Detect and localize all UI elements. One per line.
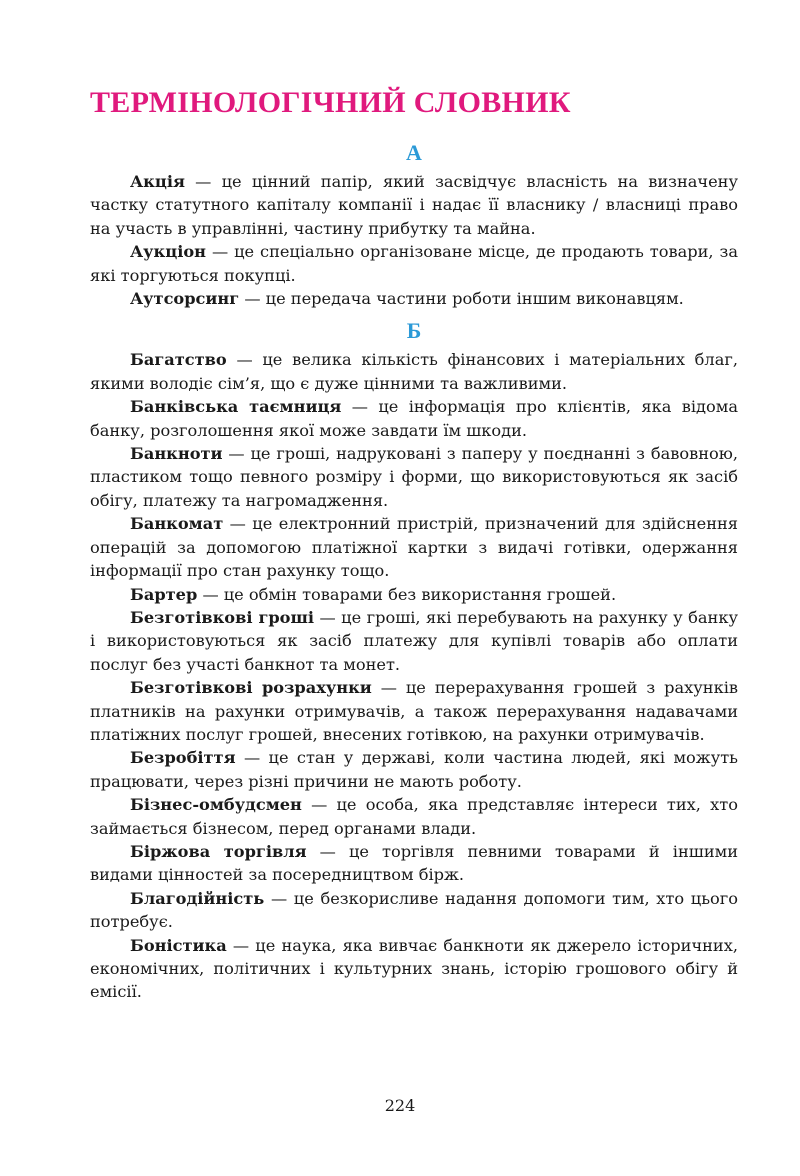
glossary-term: Благодійність bbox=[130, 888, 265, 908]
glossary bbox=[90, 138, 738, 1004]
glossary-definition: — це цінний папір, який засвідчує власність на визначену частку статутного капіталу компанії і надає її власнику / власниці право на участь в управлінні, частину прибутку та майна. bbox=[90, 172, 738, 238]
glossary-definition: — це передача частини роботи іншим виконавцям. bbox=[239, 289, 684, 309]
glossary-entry bbox=[90, 395, 738, 442]
glossary-definition: — це спеціально організоване місце, де продають товари, за які торгуються покупці. bbox=[90, 242, 738, 285]
page-title: ТЕРМІНОЛОГІЧНИЙ СЛОВНИК bbox=[90, 86, 571, 119]
glossary-term: Банкомат bbox=[130, 514, 224, 534]
glossary-entry bbox=[90, 676, 738, 746]
glossary-entry bbox=[90, 606, 738, 676]
glossary-term: Бартер bbox=[130, 584, 198, 604]
glossary-definition: — це електронний пристрій, призначений для здійснення операцій за допомогою платіжної картки з видачі готівки, одержання інформації про стан рахунку тощо. bbox=[90, 514, 738, 581]
page-number: 224 bbox=[384, 1096, 416, 1115]
glossary-definition: — це велика кількість фінансових і матеріальних благ, якими володіє сім’я, що є дуже цінними та важливими. bbox=[90, 350, 738, 393]
glossary-term: Бізнес-омбудсмен bbox=[130, 795, 302, 815]
glossary-entry bbox=[90, 170, 738, 240]
glossary-entry bbox=[90, 934, 738, 1004]
glossary-definition: — це обмін товарами без використання грошей. bbox=[197, 584, 617, 604]
glossary-term: Безготівкові гроші bbox=[130, 607, 315, 627]
glossary-term: Багатство bbox=[130, 350, 227, 370]
glossary-definition: — це торгівля певними товарами й іншими видами цінностей за посередництвом бірж. bbox=[90, 841, 738, 885]
glossary-definition: — це стан у державі, коли частина людей, які можуть працювати, через різні причини не мають роботу. bbox=[90, 748, 738, 791]
glossary-term: Банківська таємниця bbox=[130, 397, 342, 417]
glossary-definition: — це гроші, які перебувають на рахунку у банку і використовуються як засіб платежу для купівлі товарів або оплати послуг без участі банкнот та монет. bbox=[90, 607, 738, 674]
glossary-entry bbox=[90, 840, 738, 887]
glossary-term: Боністика bbox=[130, 935, 227, 955]
glossary-term: Безробіття bbox=[130, 748, 236, 768]
glossary-term: Аукціон bbox=[130, 242, 206, 262]
glossary-entry bbox=[90, 287, 738, 310]
glossary-definition: — це гроші, надруковані з паперу у поєднанні з бавовною, пластиком тощо певного розміру і форми, що використовуються як засіб обігу, платежу та нагромадження. bbox=[90, 444, 738, 510]
glossary-term: Безготівкові розрахунки bbox=[130, 678, 372, 698]
glossary-definition: — це інформація про клієнтів, яка відома банку, розголошення якої може завдати їм шкоди. bbox=[90, 397, 738, 440]
glossary-term: Акція bbox=[130, 172, 185, 191]
glossary-entry bbox=[90, 887, 738, 934]
glossary-entry bbox=[90, 583, 738, 606]
glossary-term: Біржова торгівля bbox=[130, 841, 307, 861]
glossary-definition: — це особа, яка представляє інтереси тих, хто займається бізнесом, перед органами влади. bbox=[90, 795, 738, 838]
section-letter: Б bbox=[406, 318, 422, 344]
glossary-entry bbox=[90, 793, 738, 840]
glossary-definition: — це безкорисливе надання допомоги тим, хто цього потребує. bbox=[90, 888, 738, 932]
glossary-entry bbox=[90, 240, 738, 287]
glossary-term: Банкноти bbox=[130, 444, 223, 464]
glossary-term: Аутсорсинг bbox=[130, 289, 240, 309]
glossary-entry bbox=[90, 442, 738, 512]
glossary-definition: — це наука, яка вивчає банкноти як джерело історичних, економічних, політичних і культурних знань, історію грошового обігу й емісії. bbox=[90, 935, 738, 1002]
section-letter: А bbox=[406, 140, 422, 165]
glossary-entry bbox=[90, 746, 738, 793]
glossary-entry bbox=[90, 348, 738, 395]
glossary-entry bbox=[90, 512, 738, 582]
glossary-definition: — це перерахування грошей з рахунків платників на рахунки отримувачів, а також перерахування надавачами платіжних послуг грошей, внесених готівкою, на рахунки отримувачів. bbox=[90, 678, 739, 744]
